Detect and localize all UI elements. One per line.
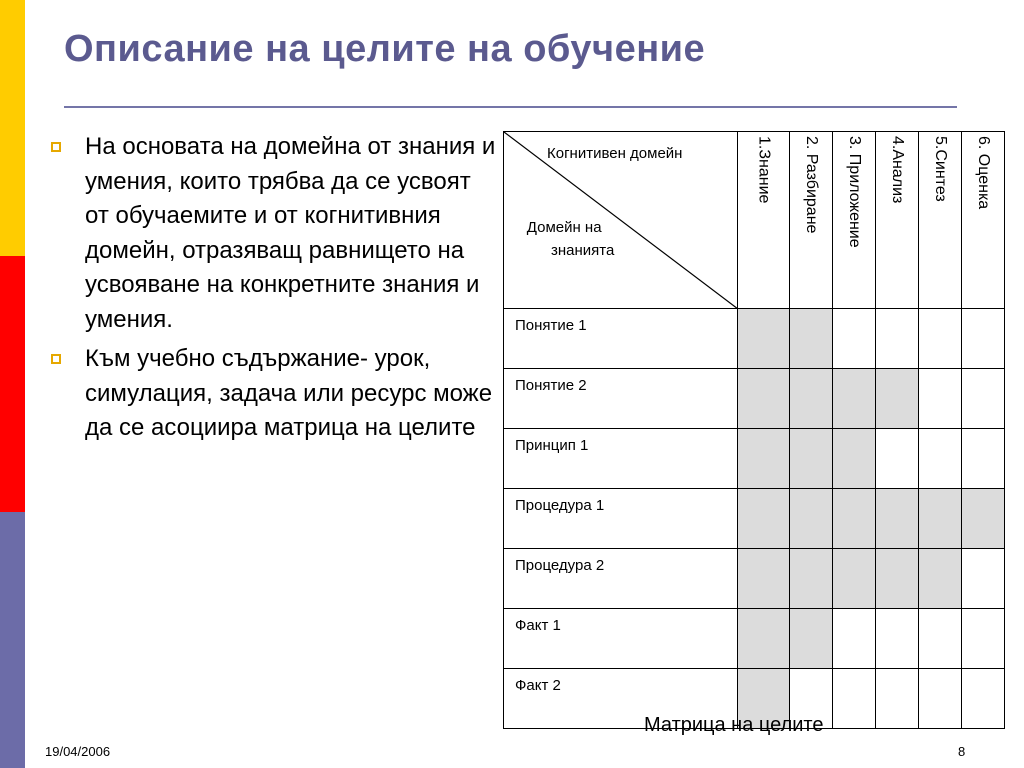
matrix-cell-filled	[738, 489, 790, 549]
cognitive-domain-label: Когнитивен домейн	[547, 145, 683, 162]
matrix-cell-filled	[790, 429, 833, 489]
matrix-cell-filled	[790, 489, 833, 549]
matrix-cell-empty	[962, 309, 1005, 369]
matrix-row	[504, 309, 1005, 369]
matrix-cell-empty	[962, 669, 1005, 729]
matrix-cell-filled	[738, 609, 790, 669]
matrix-column-header	[833, 132, 876, 309]
matrix-cell-empty	[876, 609, 919, 669]
matrix-cell-filled	[738, 309, 790, 369]
page-number: 8	[958, 744, 966, 759]
matrix-cell-empty	[876, 669, 919, 729]
matrix-row	[504, 549, 1005, 609]
matrix-column-header	[876, 132, 919, 309]
matrix-row	[504, 609, 1005, 669]
matrix-cell-filled	[833, 489, 876, 549]
row-label: Процедура 1	[504, 489, 738, 549]
matrix-cell-filled	[919, 549, 962, 609]
matrix-column-header	[962, 132, 1005, 309]
row-label: Понятие 1	[504, 309, 738, 369]
matrix-column-header	[790, 132, 833, 309]
matrix-cell-empty	[833, 309, 876, 369]
matrix-cell-filled	[833, 429, 876, 489]
matrix-cell-filled	[738, 549, 790, 609]
bullet-item	[48, 342, 498, 446]
matrix-cell-empty	[962, 429, 1005, 489]
matrix-cell-filled	[738, 429, 790, 489]
matrix-cell-empty	[962, 369, 1005, 429]
matrix-body	[504, 309, 1005, 729]
matrix-cell-filled	[738, 369, 790, 429]
footer-date: 19/04/2006	[45, 744, 111, 759]
matrix-cell-empty	[833, 669, 876, 729]
matrix-cell-empty	[876, 309, 919, 369]
square-bullet-icon	[51, 142, 61, 152]
matrix-cell-empty	[919, 429, 962, 489]
bullet-text: Към учебно съдържание- урок, симулация, задача или ресурс може да се асоциира матрица на целите	[85, 345, 493, 441]
column-header-label: 3. Приложение	[846, 136, 863, 248]
matrix-cell-filled	[919, 489, 962, 549]
square-bullet-icon	[51, 354, 61, 364]
bullet-text: На основата на домейна от знания и умения, които трябва да се усвоят от обучаемите и от когнитивния домейн, отразяващ равнището на усвояване на конкретните знания и умения.	[85, 133, 496, 333]
row-label: Понятие 2	[504, 369, 738, 429]
row-label: Факт 1	[504, 609, 738, 669]
matrix-cell-filled	[962, 489, 1005, 549]
row-label: Факт 2	[504, 669, 738, 729]
matrix-cell-filled	[833, 369, 876, 429]
side-bar-red	[0, 256, 25, 512]
matrix-cell-filled	[876, 489, 919, 549]
column-header-label: 1.Знание	[755, 136, 773, 204]
side-bar-purple	[0, 512, 25, 768]
side-bar-yellow	[0, 0, 25, 256]
column-header-label: 6. Оценка	[975, 136, 992, 210]
matrix-column-header	[738, 132, 790, 309]
matrix-cell-filled	[790, 549, 833, 609]
matrix-row	[504, 369, 1005, 429]
matrix-cell-empty	[833, 609, 876, 669]
matrix-cell-empty	[876, 429, 919, 489]
column-header-label: 2. Разбиране	[803, 136, 820, 234]
bullet-item	[48, 130, 498, 337]
matrix-cell-filled	[876, 369, 919, 429]
matrix-cell-filled	[790, 369, 833, 429]
matrix-cell-filled	[790, 309, 833, 369]
matrix-caption: Матрица на целите	[644, 714, 824, 736]
matrix-row	[504, 429, 1005, 489]
matrix-header-row	[504, 132, 1005, 309]
matrix-cell-empty	[919, 669, 962, 729]
row-label: Принцип 1	[504, 429, 738, 489]
column-header-label: 4.Анализ	[889, 136, 906, 204]
matrix-cell-empty	[962, 549, 1005, 609]
matrix-cell-empty	[919, 369, 962, 429]
matrix-column-header	[919, 132, 962, 309]
title-divider	[64, 106, 957, 108]
knowledge-domain-label: Домейн на знанията	[526, 219, 615, 259]
matrix-cell-empty	[919, 309, 962, 369]
slide-title: Описание на целите на обучение	[64, 28, 706, 70]
matrix-corner-cell	[504, 132, 738, 309]
matrix-cell-filled	[833, 549, 876, 609]
bullet-list	[48, 130, 498, 451]
matrix-row	[504, 489, 1005, 549]
matrix-cell-filled	[790, 609, 833, 669]
objectives-matrix	[503, 131, 1005, 729]
matrix-cell-empty	[962, 609, 1005, 669]
row-label: Процедура 2	[504, 549, 738, 609]
matrix-cell-filled	[876, 549, 919, 609]
column-header-label: 5.Синтез	[932, 136, 949, 202]
matrix-cell-empty	[919, 609, 962, 669]
